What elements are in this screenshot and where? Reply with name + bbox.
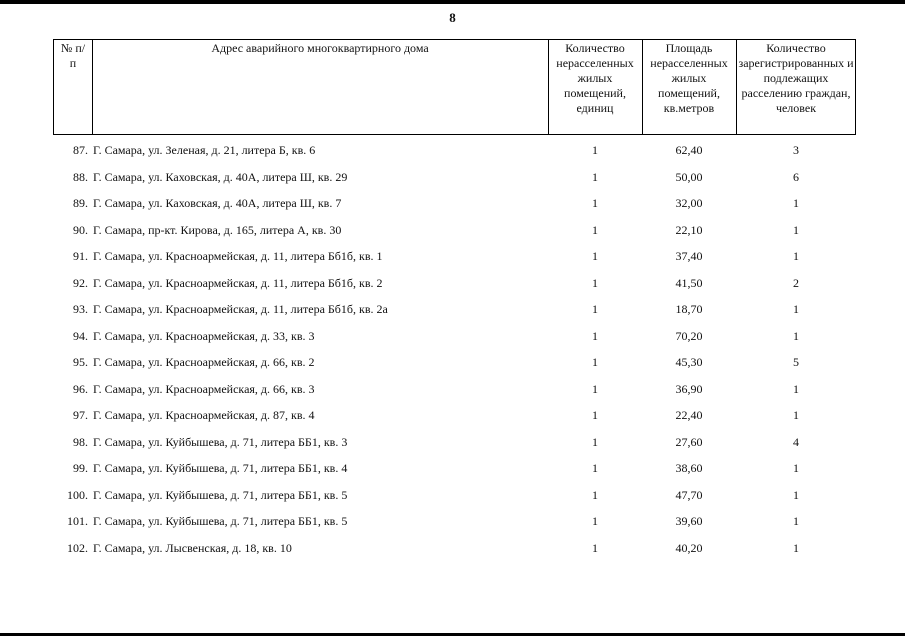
row-address: Г. Самара, ул. Куйбышева, д. 71, литера ББ1, кв. 4 (93, 461, 348, 475)
header-divider (736, 39, 737, 135)
row-area: 40,20 (675, 540, 703, 555)
row-address: Г. Самара, ул. Красноармейская, д. 11, литера Бб1б, кв. 2 (93, 275, 383, 290)
row-people: 1 (793, 514, 799, 528)
row-number: 91. (73, 249, 88, 263)
table-row (0, 511, 905, 531)
table-row (0, 352, 905, 372)
table-row (0, 193, 905, 213)
row-number: 89. (73, 196, 88, 210)
row-units: 1 (592, 275, 598, 290)
row-people: 1 (793, 249, 799, 263)
row-people: 1 (793, 540, 799, 555)
row-number: 96. (73, 381, 88, 396)
row-area: 18,70 (675, 302, 703, 316)
row-units: 1 (592, 381, 598, 396)
row-units: 1 (592, 249, 598, 263)
table-row (0, 326, 905, 346)
header-units: Количество нерасселенных жилых помещений, единиц (556, 41, 634, 115)
header-divider (92, 39, 93, 135)
row-people: 1 (793, 302, 799, 316)
row-people: 6 (793, 169, 799, 184)
row-people: 5 (793, 355, 799, 369)
header-divider (53, 39, 54, 135)
row-number: 90. (73, 222, 88, 237)
row-units: 1 (592, 143, 598, 157)
row-number: 98. (73, 434, 88, 449)
table-row (0, 405, 905, 425)
row-area: 41,50 (675, 275, 703, 290)
row-area: 22,40 (675, 408, 703, 422)
row-address: Г. Самара, ул. Красноармейская, д. 11, литера Бб1б, кв. 2а (93, 302, 388, 316)
row-units: 1 (592, 222, 598, 237)
row-units: 1 (592, 514, 598, 528)
table-row (0, 140, 905, 160)
header-divider (642, 39, 643, 135)
row-number: 93. (73, 302, 88, 316)
row-area: 45,30 (675, 355, 703, 369)
table-row (0, 246, 905, 266)
row-address: Г. Самара, ул. Каховская, д. 40А, литера Ш, кв. 29 (93, 169, 348, 184)
row-address: Г. Самара, ул. Куйбышева, д. 71, литера ББ1, кв. 5 (93, 487, 348, 502)
row-units: 1 (592, 434, 598, 449)
row-people: 1 (793, 487, 799, 502)
row-people: 1 (793, 328, 799, 343)
header-people: Количество зарегистрированных и подлежащих расселению граждан, человек (738, 41, 854, 115)
row-units: 1 (592, 169, 598, 184)
row-units: 1 (592, 302, 598, 316)
row-area: 62,40 (675, 143, 703, 157)
row-address: Г. Самара, пр-кт. Кирова, д. 165, литера А, кв. 30 (93, 222, 342, 237)
row-address: Г. Самара, ул. Красноармейская, д. 87, кв. 4 (93, 408, 315, 422)
row-units: 1 (592, 355, 598, 369)
row-address: Г. Самара, ул. Каховская, д. 40А, литера Ш, кв. 7 (93, 196, 342, 210)
table-row (0, 538, 905, 558)
row-address: Г. Самара, ул. Лысвенская, д. 18, кв. 10 (93, 540, 292, 555)
row-address: Г. Самара, ул. Красноармейская, д. 66, кв. 3 (93, 381, 315, 396)
row-address: Г. Самара, ул. Красноармейская, д. 66, кв. 2 (93, 355, 315, 369)
top-border-rule (0, 0, 905, 4)
row-units: 1 (592, 540, 598, 555)
row-area: 32,00 (675, 196, 703, 210)
row-area: 36,90 (675, 381, 703, 396)
row-area: 70,20 (675, 328, 703, 343)
row-address: Г. Самара, ул. Красноармейская, д. 33, кв. 3 (93, 328, 315, 343)
row-people: 1 (793, 222, 799, 237)
page-number: 8 (449, 10, 456, 25)
row-number: 102. (67, 540, 88, 555)
table-row (0, 273, 905, 293)
row-units: 1 (592, 408, 598, 422)
bottom-border-rule (0, 633, 905, 636)
row-address: Г. Самара, ул. Куйбышева, д. 71, литера ББ1, кв. 3 (93, 434, 348, 449)
table-row (0, 379, 905, 399)
row-people: 1 (793, 408, 799, 422)
row-units: 1 (592, 461, 598, 475)
table-row (0, 432, 905, 452)
header-address: Адрес аварийного многоквартирного дома (211, 41, 429, 55)
row-number: 99. (73, 461, 88, 475)
row-area: 27,60 (675, 434, 703, 449)
row-number: 92. (73, 275, 88, 290)
row-number: 88. (73, 169, 88, 184)
row-people: 1 (793, 461, 799, 475)
row-area: 22,10 (675, 222, 703, 237)
header-num: № п/п (60, 41, 86, 70)
row-units: 1 (592, 196, 598, 210)
row-address: Г. Самара, ул. Зеленая, д. 21, литера Б, кв. 6 (93, 143, 316, 157)
table-row (0, 485, 905, 505)
row-units: 1 (592, 328, 598, 343)
header-divider (548, 39, 549, 135)
row-people: 4 (793, 434, 799, 449)
row-number: 95. (73, 355, 88, 369)
row-people: 2 (793, 275, 799, 290)
table-row (0, 167, 905, 187)
row-number: 101. (67, 514, 88, 528)
row-address: Г. Самара, ул. Красноармейская, д. 11, литера Бб1б, кв. 1 (93, 249, 383, 263)
row-area: 38,60 (675, 461, 703, 475)
row-area: 50,00 (675, 169, 703, 184)
row-area: 47,70 (675, 487, 703, 502)
table-row (0, 220, 905, 240)
row-number: 94. (73, 328, 88, 343)
row-people: 1 (793, 381, 799, 396)
table-row (0, 458, 905, 478)
row-area: 37,40 (675, 249, 703, 263)
row-number: 100. (67, 487, 88, 502)
row-address: Г. Самара, ул. Куйбышева, д. 71, литера ББ1, кв. 5 (93, 514, 348, 528)
row-number: 87. (73, 143, 88, 157)
header-divider (855, 39, 856, 135)
header-area: Площадь нерасселенных жилых помещений, кв.метров (650, 41, 728, 115)
row-number: 97. (73, 408, 88, 422)
row-area: 39,60 (675, 514, 703, 528)
row-units: 1 (592, 487, 598, 502)
row-people: 3 (793, 143, 799, 157)
table-row (0, 299, 905, 319)
row-people: 1 (793, 196, 799, 210)
